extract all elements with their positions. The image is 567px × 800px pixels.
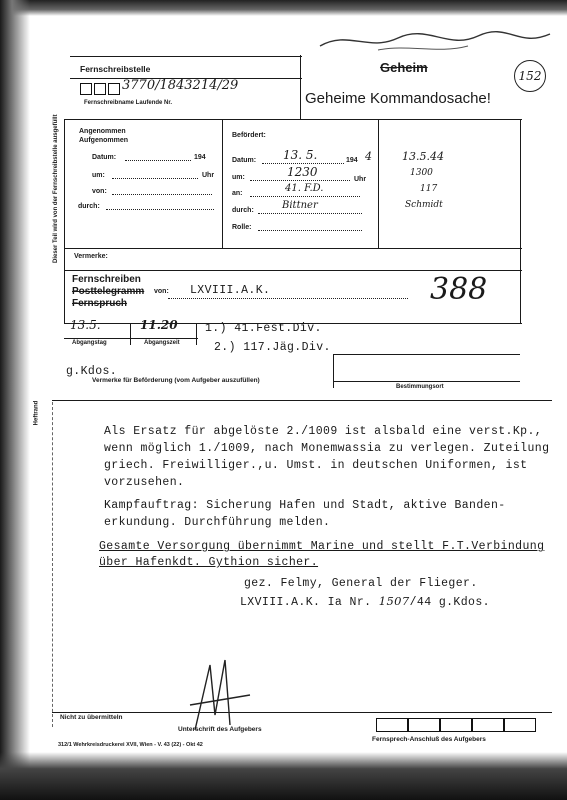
recipient-1: 1.) 41.Fest.Div. bbox=[205, 322, 322, 335]
forwarded-right-date: 13.5.44 bbox=[402, 150, 444, 163]
message-type-3: Fernspruch bbox=[72, 298, 128, 309]
forwarded-heading: Befördert: bbox=[232, 132, 266, 139]
forwarded-to-label: an: bbox=[232, 190, 243, 197]
office-title: Fernschreibstelle bbox=[80, 64, 151, 74]
forwarded-time-suffix: Uhr bbox=[354, 176, 367, 183]
forwarded-date-suffix: 194 bbox=[346, 157, 358, 164]
body-line-6: erkundung. Durchführung melden. bbox=[104, 516, 331, 529]
printer-line: 312/1 Wehrkreisdruckerei XVII, Wien - V. 43 (22) - Okt 42 bbox=[58, 742, 203, 748]
message-type-1: Fernschreiben bbox=[72, 274, 141, 285]
received-time-suffix: Uhr bbox=[202, 172, 215, 179]
message-from-value: LXVIII.A.K. bbox=[190, 284, 271, 297]
routing-note: Vermerke für Beförderung (vom Aufgeber auszufüllen) bbox=[92, 377, 260, 384]
send-time-label: Abgangszeit bbox=[144, 340, 180, 346]
signature-line-2-prefix: LXVIII.A.K. Ia Nr. bbox=[240, 596, 372, 609]
classification-struck: Geheim bbox=[380, 60, 428, 75]
margin-label: Heftrand bbox=[33, 400, 40, 426]
received-time-label: um: bbox=[92, 172, 105, 179]
phone-boxes bbox=[376, 718, 536, 737]
remarks-label: Vermerke: bbox=[74, 253, 108, 260]
body-line-4: vorzusehen. bbox=[104, 476, 185, 489]
received-by-label: durch: bbox=[78, 203, 100, 210]
body-line-7: Gesamte Versorgung übernimmt Marine und stellt F.T.Verbindung bbox=[99, 540, 545, 553]
forwarded-right-by: Schmidt bbox=[405, 200, 443, 210]
forwarded-to-value: 41. F.D. bbox=[285, 183, 324, 194]
send-date-label: Abgangstag bbox=[72, 340, 107, 346]
body-line-5: Kampfauftrag: Sicherung Hafen und Stadt, aktive Banden- bbox=[104, 499, 506, 512]
classification: Geheime Kommandosache! bbox=[305, 90, 491, 107]
forwarded-date-label: Datum: bbox=[232, 157, 257, 164]
received-date-suffix: 194 bbox=[194, 154, 206, 161]
received-from-label: von: bbox=[92, 188, 107, 195]
body-line-1: Als Ersatz für abgelöste 2./1009 ist alsbald eine verst.Kp., bbox=[104, 425, 543, 438]
body-line-3: griech. Freiwilliger.,u. Umst. in deutschen Uniformen, ist bbox=[104, 459, 528, 472]
signature-line-1: gez. Felmy, General der Flieger. bbox=[244, 577, 478, 590]
page-number-stamp: 152 bbox=[514, 60, 546, 92]
recipient-2: 2.) 117.Jäg.Div. bbox=[214, 341, 331, 354]
body-line-2: wenn möglich 1./1009, nach Monemwassia zu verlegen. Zuteilung bbox=[104, 442, 550, 455]
forwarded-roll-label: Rolle: bbox=[232, 224, 252, 231]
forwarded-time-label: um: bbox=[232, 174, 245, 181]
forwarded-year-value: 4 bbox=[365, 150, 372, 163]
forwarded-by-value: Bittner bbox=[282, 200, 318, 211]
priority: g.Kdos. bbox=[66, 365, 118, 378]
signature-line-2-suffix: /44 g.Kdos. bbox=[409, 596, 490, 609]
side-note: Dieser Teil wird von der Fernschreibstelle ausgefüllt bbox=[53, 114, 59, 263]
office-boxes bbox=[80, 82, 120, 100]
scan-top-edge bbox=[0, 0, 567, 16]
signature-label: Unterschrift des Aufgebers bbox=[178, 726, 262, 733]
scan-left-edge bbox=[0, 0, 30, 800]
signature-line-2 bbox=[240, 594, 490, 609]
office-number-value: 3770/1843214/29 bbox=[122, 78, 239, 93]
forwarded-time-value: 1230 bbox=[287, 165, 318, 179]
destination-label: Bestimmungsort bbox=[396, 384, 444, 390]
phone-label: Fernsprech-Anschluß des Aufgebers bbox=[372, 736, 486, 743]
forwarded-right-to: 117 bbox=[420, 184, 438, 194]
handwritten-number: 388 bbox=[430, 272, 488, 307]
body-line-8: über Hafenkdt. Gythion sicher. bbox=[99, 556, 319, 569]
not-transmit-label: Nicht zu übermitteln bbox=[60, 714, 123, 721]
forwarded-right-time: 1300 bbox=[410, 168, 433, 178]
message-type-2: Posttelegramm bbox=[72, 286, 145, 297]
send-date: 13.5. bbox=[70, 318, 101, 332]
sender-signature bbox=[185, 655, 255, 735]
forwarded-by-label: durch: bbox=[232, 207, 254, 214]
office-number-label: Fernschreibname Laufende Nr. bbox=[84, 100, 173, 106]
send-time: 11.20 bbox=[140, 318, 178, 332]
received-date-label: Datum: bbox=[92, 154, 117, 161]
received-heading-1: Angenommen bbox=[79, 128, 126, 135]
received-heading-2: Aufgenommen bbox=[79, 137, 128, 144]
top-scribble bbox=[318, 26, 553, 56]
signature-line-2-number: 1507 bbox=[378, 594, 410, 608]
scan-bottom-edge bbox=[0, 752, 567, 800]
forwarded-date-value: 13. 5. bbox=[283, 148, 318, 162]
message-from-label: von: bbox=[154, 288, 169, 295]
